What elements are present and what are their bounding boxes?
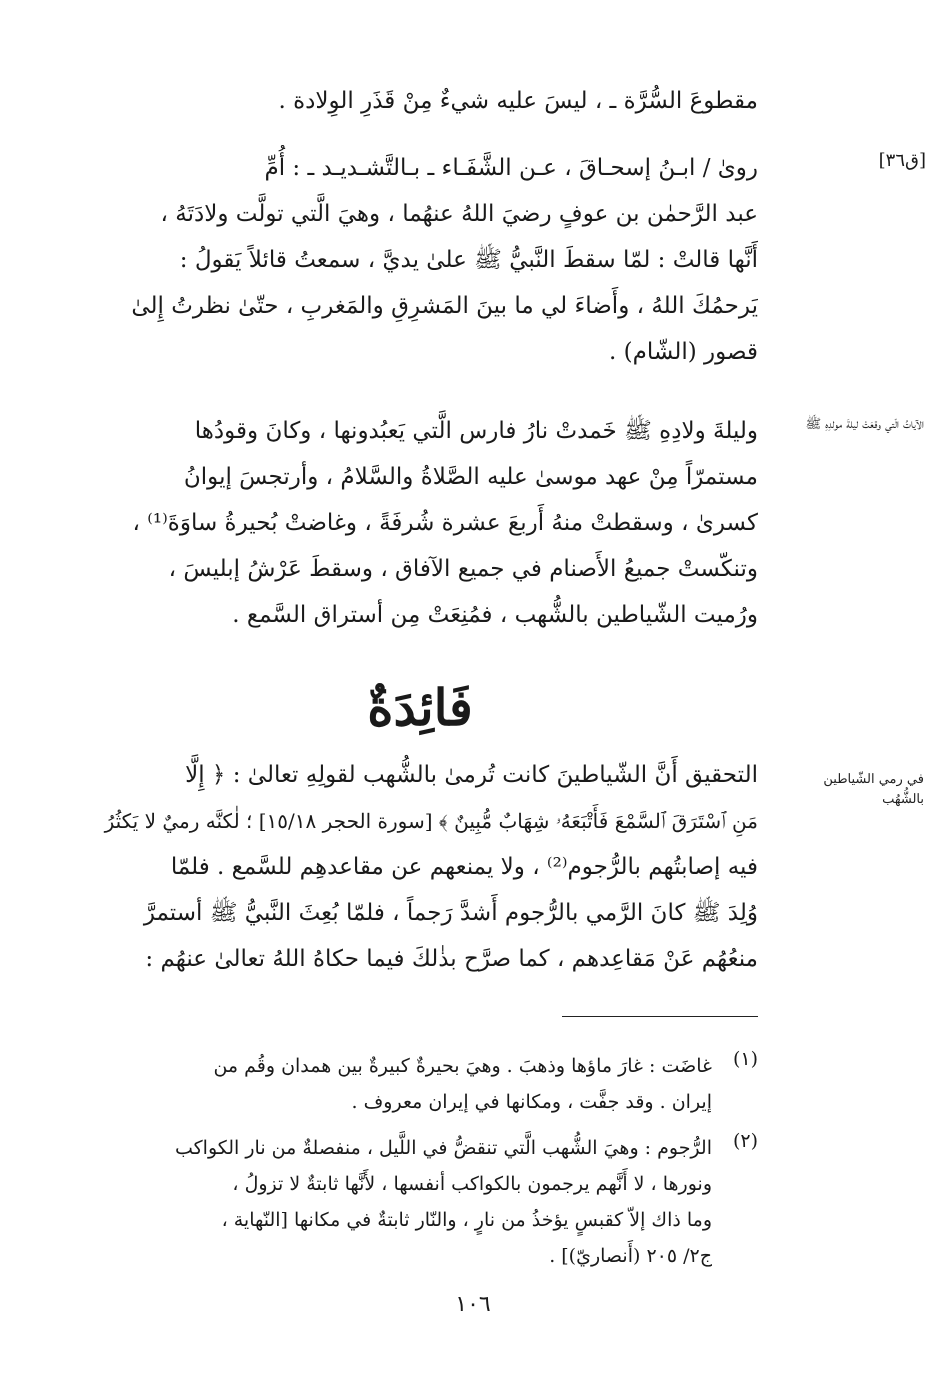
section-heading: فَائِدَةٌ [367, 678, 473, 737]
text-line: مستمرّاً مِنْ عهد موسىٰ عليه الصَّلاةُ والسَّلامُ ، وأرتجسَ إيوانُ [183, 464, 758, 490]
text-line: منعُهُم عَنْ مَقاعِدهم ، كما صرَّح بذٰلكَ فيما حكاهُ اللهُ تعالىٰ عنهُم : [145, 946, 758, 972]
text-line: التحقيق أَنَّ الشّياطينَ كانت تُرمىٰ بالشُّهب لقولِهِ تعالىٰ : ﴿ إِلَّا [185, 762, 758, 788]
continuation-line [96, 78, 758, 124]
manuscript-folio-marker: [ق٣٦] [878, 150, 926, 171]
footnote-2 [96, 1130, 758, 1280]
footnote-1 [96, 1048, 758, 1120]
text-line: أَنَّها قالتْ : لمّا سقطَ النَّبيُّ ﷺ علىٰ يديَّ ، سمعتُ قائلاً يَقولُ : [179, 247, 758, 273]
footnote-number: (٢) [732, 1130, 758, 1152]
text-line: وليلةَ ولادِهِ ﷺ خَمدتْ نارُ فارس الَّتي يَعبُدونها ، وكانَ وقودُها [194, 418, 758, 444]
paragraph-shifa-narration [96, 145, 758, 375]
footnote-line: غاضَت : غارَ ماؤها وذهبَ . وهيَ بحيرةٌ كبيرةٌ بين همدان وقُم من [213, 1055, 712, 1077]
footnote-separator [562, 1016, 758, 1017]
paragraph-shooting-stars [96, 752, 758, 982]
footnote-number: (١) [732, 1048, 758, 1070]
text-line: وتنكّستْ جميعُ الأَصنام في جميع الآفاق ، وسقطَ عَرْشُ إبليسَ ، [168, 556, 758, 582]
text-line: مقطوعَ السُّرَّة ـ ، ليسَ عليه شيءٌ مِنْ قَذَرِ الوِلادة . [278, 88, 758, 114]
footnote-line: إيران . وقد جفَّت ، ومكانها في إيران معروف . [351, 1091, 712, 1113]
text-line: عبد الرَّحمٰن بن عوفٍ رضيَ اللهُ عنهُما ، وهيَ الَّتي تولَّت ولادَتَهُ ، [160, 201, 758, 227]
text-line: ورُميت الشّياطين بالشُّهب ، فمُنِعَتْ مِن أستراق السَّمع . [232, 602, 758, 628]
text-line: مَنِ ٱسْتَرَقَ ٱلسَّمْعَ فَأَتْبَعَهُۥ شِهَابٌ مُّبِينٌ ﴾ [سورة الحجر ١٥/١٨] ؛ لٰكنَّه رميٌ لا يَكثُرُ [104, 809, 758, 833]
text-line: فيه إصابتُهم بالرُّجوم⁽²⁾ ، ولا يمنعهم عن مقاعدهِم للسَّمع . فلمّا [170, 854, 758, 880]
text-line: كسرىٰ ، وسقطتْ منهُ أَربعَ عشرة شُرفَةً ، وغاضتْ بُحيرةُ ساوَةَ⁽¹⁾ ، [132, 510, 758, 536]
footnote-line: ونورها ، لا أَنَّهم يرجمون بالكواكب أنفسها ، لأَنَّها ثابتةٌ لا تزولُ ، [232, 1173, 712, 1195]
margin-note-shooting-stars: في رمي الشّياطين بالشُّهُب [823, 772, 924, 807]
footnote-line: ج٢/ ٢٠٥ (أَنصاريّ)] . [549, 1245, 712, 1267]
page-number: ١٠٦ [455, 1292, 491, 1317]
footnote-line: وما ذاك إلاّ كقبسٍ يؤخذُ من نارٍ ، والنّار ثابتةٌ في مكانها [النّهاية ، [221, 1209, 712, 1231]
margin-note-signs-of-birth: الآياتُ الّتي وقعَتْ ليلةَ مولدِهِ ﷺ [805, 417, 924, 432]
paragraph-signs-of-birth [96, 408, 758, 638]
text-line: وُلِدَ ﷺ كانَ الرَّمي بالرُّجوم أَشدَّ رَجماً ، فلمّا بُعِثَ النَّبيُّ ﷺ أستمرَّ [143, 900, 758, 926]
text-line: قصور (الشّام) . [609, 339, 758, 365]
text-line: روىٰ / ابـنُ إسحـاقَ ، عـن الشَّفَـاء ـ بـالتَّشـديـد ـ : أُمِّ [264, 155, 758, 181]
text-line: يَرحمُكَ اللهُ ، وأَضاءَ لي ما بينَ المَشرِقِ والمَغربِ ، حتّىٰ نظرتُ إِلىٰ [131, 293, 758, 319]
footnote-line: الرُّجوم : وهيَ الشُّهب الَّتي تنقضُّ في اللَّيل ، منفصلةٌ من نار الكواكب [174, 1137, 712, 1159]
